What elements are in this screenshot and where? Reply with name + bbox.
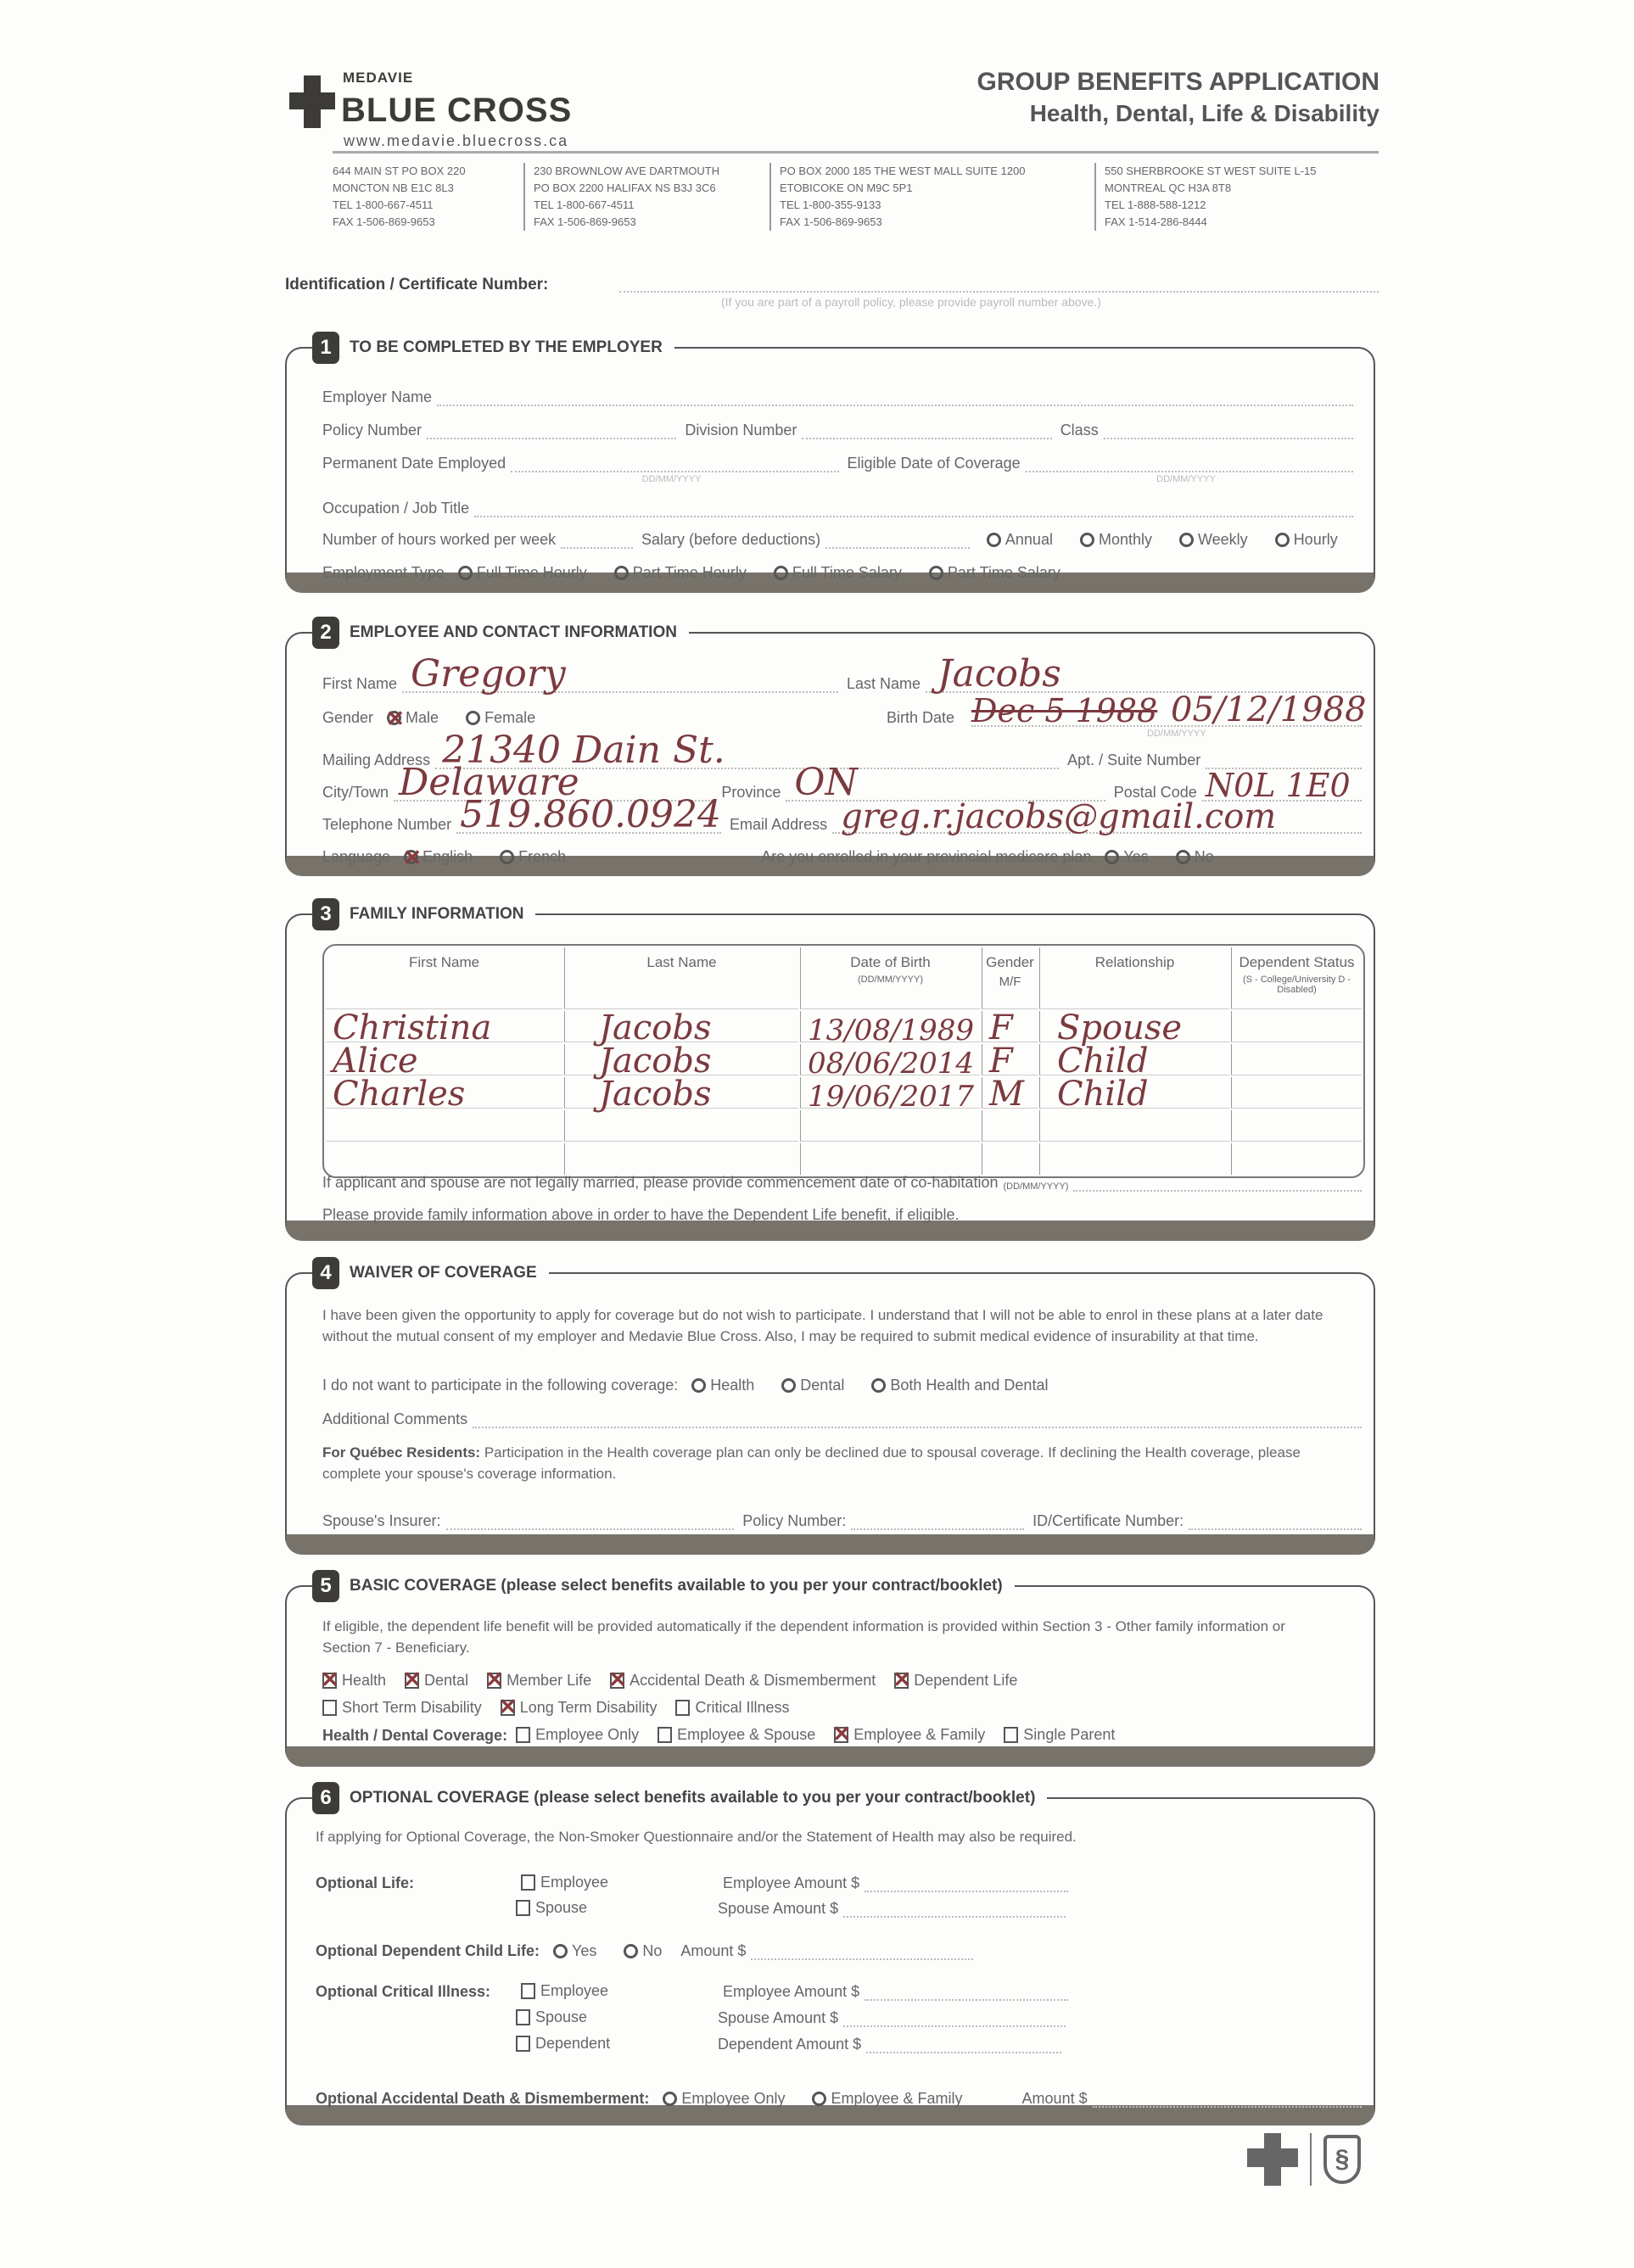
checkbox-dependent-life[interactable] <box>894 1673 909 1689</box>
option-label: Single Parent <box>1023 1726 1116 1744</box>
optional-life-spouse-amount[interactable] <box>843 1897 1066 1918</box>
section-number: 2 <box>312 617 339 649</box>
checkbox-ci-dependent[interactable] <box>516 2036 530 2052</box>
website: www.medavie.bluecross.ca <box>344 132 569 149</box>
cell[interactable]: Spouse <box>1039 1011 1229 1042</box>
optional-add-label: Optional Accidental Death & Dismemberment: <box>316 2090 650 2107</box>
shield-logo-icon: § <box>1323 2135 1361 2184</box>
eligible-date-label: Eligible Date of Coverage <box>847 455 1021 472</box>
optional-critical-illness-label: Optional Critical Illness: <box>316 1983 491 2000</box>
family-table <box>322 944 1365 1178</box>
option-label: Employee & Family <box>831 2090 963 2107</box>
col-relationship: Relationship <box>1039 947 1229 1009</box>
section-optional-coverage <box>285 1786 1375 2126</box>
policy-number-field[interactable] <box>427 419 676 439</box>
optional-life-label: Optional Life: <box>316 1874 414 1891</box>
division-number-label: Division Number <box>685 422 797 439</box>
col-first-name: First Name <box>326 947 562 1009</box>
birth-date-label: Birth Date <box>887 709 955 726</box>
radio-monthly[interactable] <box>1080 533 1094 547</box>
checkbox-critical-illness[interactable] <box>675 1700 690 1716</box>
employment-type-label: Employment Type <box>322 564 445 581</box>
checkbox-employee-only[interactable] <box>516 1727 530 1743</box>
blue-cross-logo-icon <box>289 75 335 128</box>
province-value: ON <box>794 761 858 804</box>
option-label: Accidental Death & Dismemberment <box>630 1672 876 1690</box>
cell[interactable]: Jacobs <box>564 1044 798 1075</box>
last-name-value: Jacobs <box>937 652 1061 695</box>
option-label: Spouse <box>535 1899 588 1917</box>
option-label: Employee <box>540 1982 609 2000</box>
cell[interactable]: Jacobs <box>564 1077 798 1109</box>
radio-annual[interactable] <box>987 533 1001 547</box>
cell[interactable] <box>1231 1077 1362 1109</box>
table-row <box>326 1110 1362 1142</box>
section-family <box>285 902 1375 1241</box>
employer-name-label: Employer Name <box>322 388 433 405</box>
cell[interactable]: Child <box>1039 1077 1229 1109</box>
checkbox-dental[interactable] <box>405 1673 419 1689</box>
option-label: Full Time Salary <box>792 564 902 581</box>
cell[interactable]: 08/06/2014 <box>800 1044 980 1075</box>
occupation-label: Occupation / Job Title <box>322 500 470 517</box>
section-employee-contact <box>285 621 1375 876</box>
spouse-cert-label: ID/Certificate Number: <box>1032 1512 1184 1529</box>
address-moncton: 644 MAIN ST PO BOX 220 MONCTON NB E1C 8L3 TEL 1-800-667-4511 FAX 1-506-869-9653 <box>333 165 466 228</box>
email-field[interactable] <box>832 797 1362 836</box>
checkbox-member-life[interactable] <box>487 1673 501 1689</box>
option-label: Spouse <box>535 2008 588 2026</box>
radio-weekly[interactable] <box>1179 533 1194 547</box>
radio-female[interactable] <box>466 711 480 725</box>
gender-label: Gender <box>322 709 374 726</box>
cell[interactable]: Alice <box>326 1044 562 1075</box>
spouse-insurer-field[interactable] <box>446 1510 735 1530</box>
col-dependent-status: Dependent Status (S - College/University D - Disabled) <box>1231 947 1362 1009</box>
option-label: Weekly <box>1198 531 1248 548</box>
option-label: Dependent <box>535 2035 611 2053</box>
mailing-address-label: Mailing Address <box>322 751 431 768</box>
cell[interactable]: 13/08/1989 <box>800 1011 980 1042</box>
cell[interactable] <box>982 1110 1038 1142</box>
cell[interactable]: Jacobs <box>564 1011 798 1042</box>
form-title: GROUP BENEFITS APPLICATION <box>976 68 1379 96</box>
mailing-address-value: 21340 Dain St. <box>442 729 725 772</box>
option-label: Employee & Family <box>853 1726 986 1744</box>
checkbox-employee-family[interactable] <box>834 1727 848 1743</box>
policy-number-label: Policy Number <box>322 422 422 439</box>
checkbox-ci-spouse[interactable] <box>516 2009 530 2025</box>
option-label: Dental <box>800 1377 845 1394</box>
option-label: Health <box>710 1377 755 1394</box>
option-label: Long Term Disability <box>519 1699 658 1717</box>
cell[interactable] <box>564 1110 798 1142</box>
radio-child-life-yes[interactable] <box>553 1944 568 1958</box>
cell[interactable]: F <box>982 1011 1038 1042</box>
first-name-field[interactable] <box>402 652 838 695</box>
radio-hourly[interactable] <box>1275 533 1290 547</box>
checkbox-optional-life-employee[interactable] <box>521 1874 535 1891</box>
optional-dependent-child-life-label: Optional Dependent Child Life: <box>316 1942 540 1959</box>
optional-coverage-info: If applying for Optional Coverage, the Non-Smoker Questionnaire and/or the Statement of Health may also be required. <box>316 1829 1077 1845</box>
section-title: TO BE COMPLETED BY THE EMPLOYER <box>350 338 663 356</box>
col-gender: Gender M/F <box>982 947 1038 1009</box>
cell[interactable] <box>1231 1011 1362 1042</box>
employee-amount-label: Employee Amount $ <box>723 1983 860 2000</box>
radio-full-time-salary[interactable] <box>774 566 788 580</box>
phone-field[interactable] <box>456 793 722 836</box>
postal-code-label: Postal Code <box>1113 784 1197 801</box>
cell[interactable]: Charles <box>326 1077 562 1109</box>
option-label: Both Health and Dental <box>890 1377 1049 1394</box>
section-title: WAIVER OF COVERAGE <box>350 1264 537 1282</box>
option-label: Annual <box>1004 531 1053 548</box>
id-field[interactable] <box>619 291 1379 293</box>
address-etobicoke: PO BOX 2000 185 THE WEST MALL SUITE 1200 ETOBICOKE ON M9C 5P1 TEL 1-800-355-9133 FAX 1-506-869-9653 <box>769 163 1026 231</box>
dependent-life-note: Please provide family information above in order to have the Dependent Life benefit, if eligible. <box>322 1206 960 1223</box>
option-label: Dental <box>424 1672 469 1690</box>
option-label: Employee Only <box>681 2090 786 2107</box>
division-number-field[interactable] <box>802 419 1051 439</box>
section-title: BASIC COVERAGE (please select benefits available to you per your contract/booklet) <box>350 1577 1003 1595</box>
birth-date-value: 05/12/1988 <box>1171 690 1367 729</box>
cell[interactable] <box>326 1110 562 1142</box>
radio-full-time-hourly[interactable] <box>458 566 473 580</box>
section-title: EMPLOYEE AND CONTACT INFORMATION <box>350 623 677 641</box>
footer-logos <box>1247 2133 1361 2186</box>
divider <box>333 151 1379 154</box>
cell[interactable] <box>800 1110 980 1142</box>
radio-add-employee-family[interactable] <box>812 2092 826 2106</box>
spouse-policy-field[interactable] <box>851 1510 1024 1530</box>
eligible-date-field[interactable] <box>1026 452 1353 484</box>
spouse-cert-field[interactable] <box>1189 1510 1362 1530</box>
option-label: Short Term Disability <box>342 1699 482 1717</box>
phone-label: Telephone Number <box>322 816 452 833</box>
optional-life-employee-amount[interactable] <box>865 1872 1068 1892</box>
waiver-text: I have been given the opportunity to apply for coverage but do not wish to participate. I understand that I will not be able to enrol in these plans at a later date without the mutual consent of my employer and Medavie Blue Cross. Also, I may be required to submit medical evidence of insurability at that time. <box>322 1307 1323 1344</box>
cell[interactable]: 19/06/2017 <box>800 1077 980 1109</box>
table-row <box>326 1044 1362 1075</box>
date-hint: (DD/MM/YYYY) <box>1003 1181 1069 1192</box>
cell[interactable] <box>1231 1044 1362 1075</box>
radio-add-employee-only[interactable] <box>663 2092 677 2106</box>
option-label: Part Time Salary <box>947 564 1060 581</box>
cell[interactable] <box>1231 1110 1362 1142</box>
ci-employee-amount[interactable] <box>865 1980 1068 2001</box>
section-title: FAMILY INFORMATION <box>350 905 524 923</box>
checkbox-ci-employee[interactable] <box>521 1983 535 1999</box>
cross-logo-icon <box>1247 2133 1298 2186</box>
section-number: 4 <box>312 1257 339 1289</box>
address-montreal: 550 SHERBROOKE ST WEST SUITE L-15 MONTREAL QC H3A 8T8 TEL 1-888-588-1212 FAX 1-514-286-8444 <box>1094 163 1317 231</box>
option-label: Full Time Hourly <box>476 564 587 581</box>
child-life-amount[interactable] <box>751 1940 973 1960</box>
option-label: Male <box>406 709 439 726</box>
date-hint: DD/MM/YYYY <box>1156 474 1216 484</box>
dependent-amount-label: Dependent Amount $ <box>718 2036 862 2053</box>
checkbox-single-parent[interactable] <box>1004 1727 1018 1743</box>
checkbox-short-term-disability[interactable] <box>322 1700 337 1716</box>
table-header <box>326 947 1362 1009</box>
divider <box>1310 2133 1312 2186</box>
option-label: Employee & Spouse <box>677 1726 816 1744</box>
option-label: Part Time Hourly <box>632 564 747 581</box>
radio-medicare-no[interactable] <box>1176 850 1190 864</box>
birth-date-struck: Dec 5 1988 <box>971 692 1158 729</box>
section-number: 6 <box>312 1782 339 1814</box>
col-last-name: Last Name <box>564 947 798 1009</box>
form-subtitle: Health, Dental, Life & Disability <box>1029 100 1379 126</box>
employee-amount-label: Employee Amount $ <box>723 1874 860 1891</box>
option-label: Female <box>484 709 536 726</box>
option-label: Employee Only <box>535 1726 640 1744</box>
radio-male[interactable] <box>387 711 401 725</box>
section-employer <box>285 336 1375 593</box>
option-label: Monthly <box>1098 531 1152 548</box>
ci-dependent-amount[interactable] <box>866 2033 1061 2053</box>
checkbox-health[interactable] <box>322 1673 337 1689</box>
section-waiver <box>285 1261 1375 1555</box>
section-title: OPTIONAL COVERAGE (please select benefits available to you per your contract/booklet) <box>350 1789 1036 1807</box>
occupation-field[interactable] <box>474 497 1353 517</box>
spouse-amount-label: Spouse Amount $ <box>718 1900 839 1917</box>
cell[interactable] <box>1039 1110 1229 1142</box>
cell[interactable]: Child <box>1039 1044 1229 1075</box>
amount-label: Amount $ <box>680 1942 747 1959</box>
birth-date-field[interactable] <box>971 690 1367 739</box>
first-name-value: Gregory <box>411 652 566 695</box>
email-label: Email Address <box>730 816 828 833</box>
option-label: Health <box>342 1672 387 1690</box>
salary-label: Salary (before deductions) <box>641 531 821 548</box>
radio-decline-health[interactable] <box>691 1378 706 1393</box>
first-name-label: First Name <box>322 675 398 692</box>
medicare-question: Are you enrolled in your provincial medicare plan <box>761 848 1092 865</box>
quebec-note: For Québec Residents: Participation in the Health coverage plan can only be declined due to spousal coverage. If declining the Health coverage, please complete your spouse's coverage information. <box>322 1444 1301 1482</box>
checkbox-employee-spouse[interactable] <box>658 1727 672 1743</box>
email-value: greg.r.jacobs@gmail.com <box>841 797 1277 836</box>
table-row <box>326 1011 1362 1042</box>
amount-label: Amount $ <box>1021 2090 1088 2107</box>
class-label: Class <box>1060 422 1099 439</box>
section-number: 1 <box>312 332 339 364</box>
last-name-label: Last Name <box>846 675 921 692</box>
option-label: No <box>1194 848 1214 865</box>
hours-field[interactable] <box>561 528 633 549</box>
option-label: Yes <box>1123 848 1149 865</box>
radio-part-time-salary[interactable] <box>929 566 943 580</box>
hours-label: Number of hours worked per week <box>322 531 557 548</box>
option-label: Employee <box>540 1874 609 1891</box>
add-amount[interactable] <box>1093 2087 1362 2108</box>
section-basic-coverage <box>285 1574 1375 1767</box>
address-dartmouth: 230 BROWNLOW AVE DARTMOUTH PO BOX 2200 HALIFAX NS B3J 3C6 TEL 1-800-667-4511 FAX 1-506-869-9653 <box>523 163 719 231</box>
class-field[interactable] <box>1104 419 1353 439</box>
radio-english[interactable] <box>404 850 418 864</box>
radio-part-time-hourly[interactable] <box>614 566 629 580</box>
cell[interactable]: F <box>982 1044 1038 1075</box>
option-label: Hourly <box>1293 531 1338 548</box>
cell[interactable]: Christina <box>326 1011 562 1042</box>
id-label: Identification / Certificate Number: <box>285 276 549 293</box>
permanent-date-field[interactable] <box>511 452 838 484</box>
language-label: Language <box>322 848 391 865</box>
permanent-date-label: Permanent Date Employed <box>322 455 506 472</box>
city-value: Delaware <box>399 761 579 804</box>
spouse-policy-label: Policy Number: <box>742 1512 847 1529</box>
province-label: Province <box>721 784 781 801</box>
radio-french[interactable] <box>500 850 514 864</box>
employer-name-field[interactable] <box>437 386 1353 406</box>
comments-label: Additional Comments <box>322 1411 468 1427</box>
cell[interactable]: M <box>982 1077 1038 1109</box>
health-dental-coverage-label: Health / Dental Coverage: <box>322 1727 508 1744</box>
option-label: Dependent Life <box>914 1672 1018 1690</box>
cohabitation-label: If applicant and spouse are not legally married, please provide commencement date of co-habitation <box>322 1174 999 1191</box>
radio-decline-dental[interactable] <box>781 1378 796 1393</box>
dependent-life-info: If eligible, the dependent life benefit will be provided automatically if the dependent information is provided within Section 3 - Other family information or Section 7 - Beneficiary. <box>322 1618 1285 1656</box>
option-label: Member Life <box>506 1672 592 1690</box>
checkbox-long-term-disability[interactable] <box>501 1700 515 1716</box>
salary-field[interactable] <box>825 528 970 549</box>
date-hint: DD/MM/YYYY <box>641 474 702 484</box>
apt-label: Apt. / Suite Number <box>1067 751 1201 768</box>
postal-code-value: N0L 1E0 <box>1205 767 1351 804</box>
section-number: 3 <box>312 898 339 930</box>
option-label: Critical Illness <box>695 1699 790 1717</box>
radio-decline-both[interactable] <box>871 1378 886 1393</box>
section-number: 5 <box>312 1570 339 1602</box>
option-label: Yes <box>572 1942 597 1959</box>
spouse-insurer-label: Spouse's Insurer: <box>322 1512 441 1529</box>
decline-label: I do not want to participate in the following coverage: <box>322 1377 679 1394</box>
checkbox-add[interactable] <box>610 1673 624 1689</box>
cohabitation-date-field[interactable] <box>1073 1171 1362 1192</box>
date-hint: DD/MM/YYYY <box>1147 729 1206 739</box>
option-label: No <box>642 1942 663 1959</box>
ci-spouse-amount[interactable] <box>843 2007 1066 2027</box>
radio-child-life-no[interactable] <box>624 1944 638 1958</box>
brand-name: BLUE CROSS <box>341 92 573 129</box>
phone-value: 519.860.0924 <box>460 793 722 836</box>
spouse-amount-label: Spouse Amount $ <box>718 2009 839 2026</box>
checkbox-optional-life-spouse[interactable] <box>516 1900 530 1916</box>
option-label: English <box>422 848 473 865</box>
option-label: French <box>518 848 567 865</box>
brand-small: MEDAVIE <box>343 70 414 86</box>
id-hint: (If you are part of a payroll policy, please provide payroll number above.) <box>721 295 1101 309</box>
table-row <box>326 1077 1362 1109</box>
radio-medicare-yes[interactable] <box>1105 850 1119 864</box>
col-date-of-birth: Date of Birth (DD/MM/YYYY) <box>800 947 980 1009</box>
city-label: City/Town <box>322 784 389 801</box>
comments-field[interactable] <box>473 1408 1362 1428</box>
